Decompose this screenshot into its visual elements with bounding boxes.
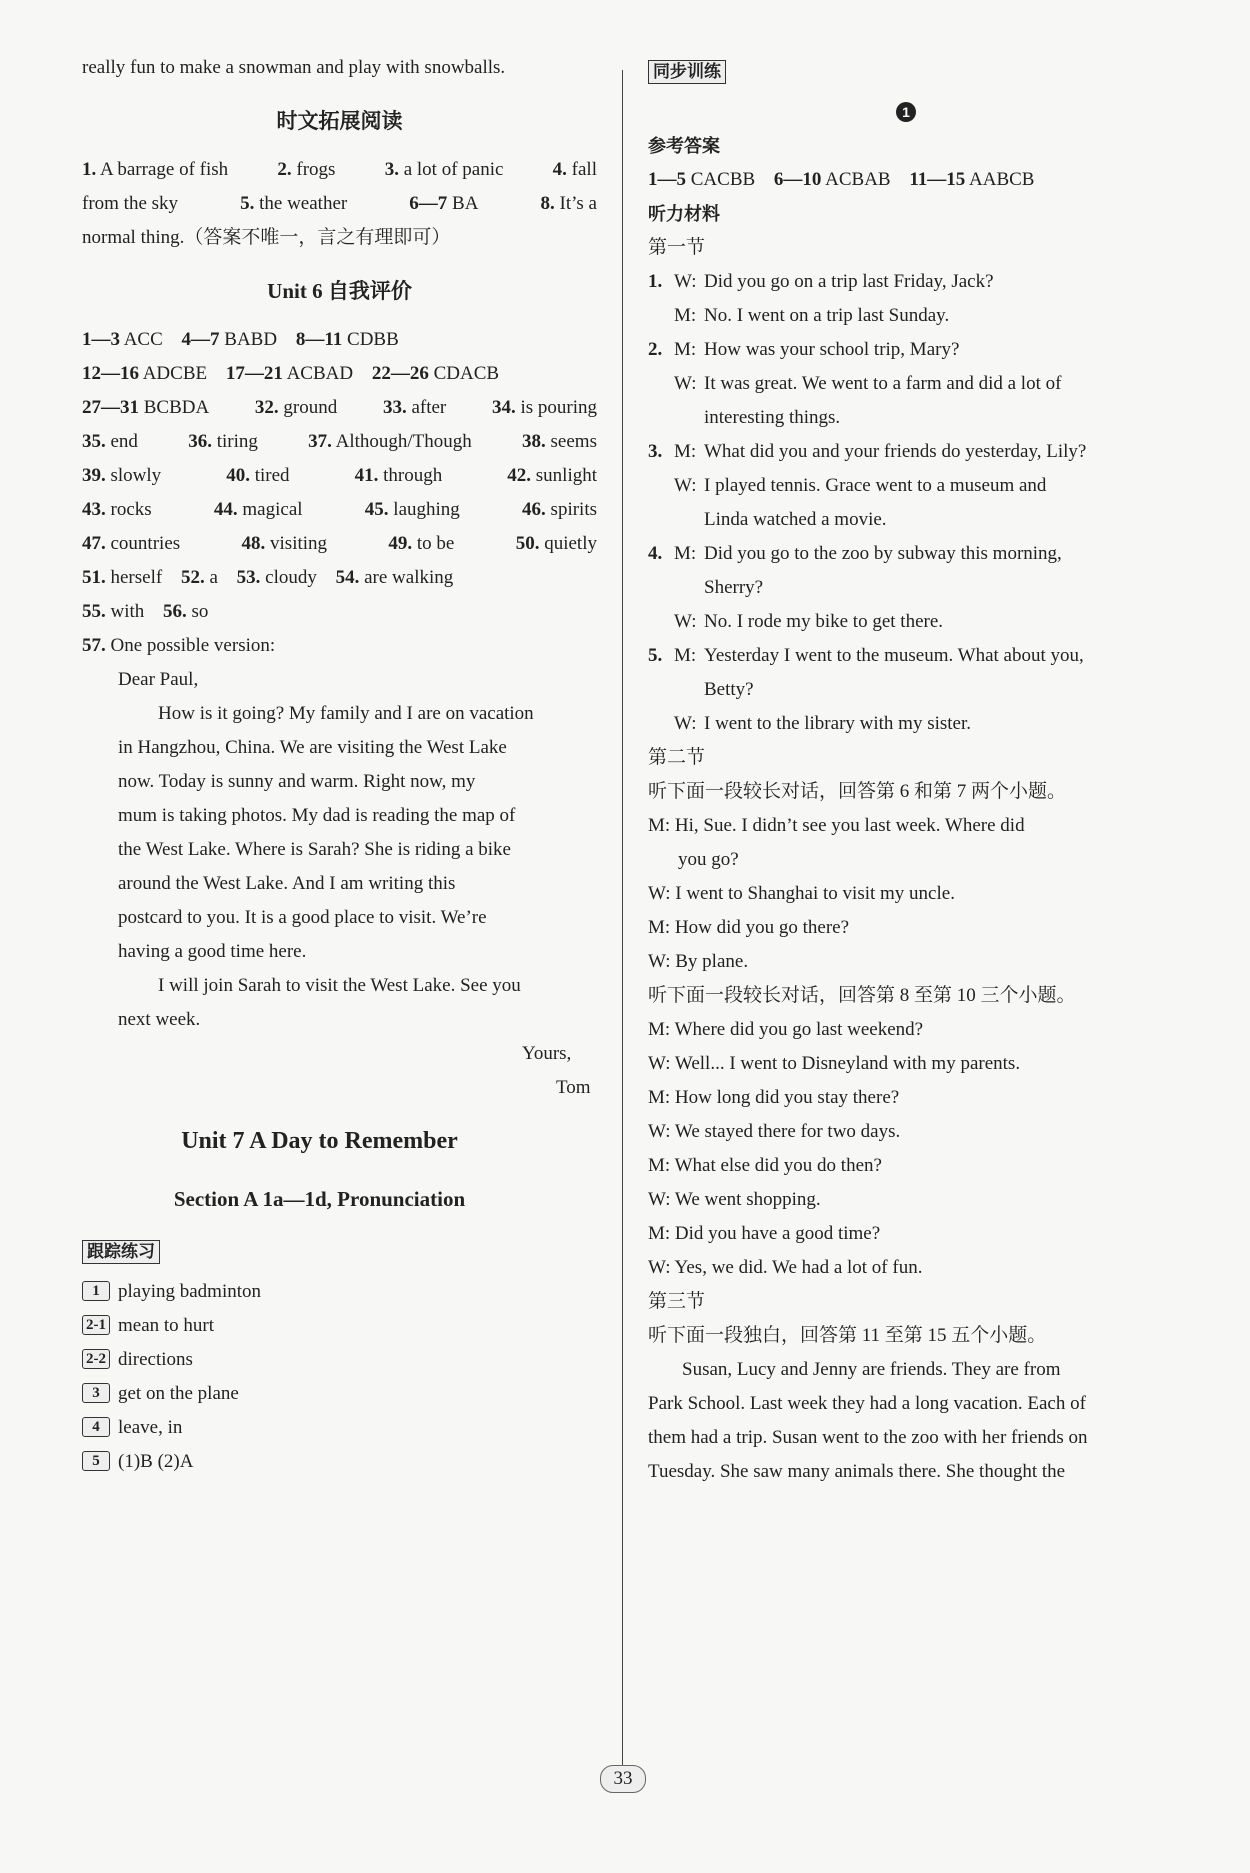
speech: I played tennis. Grace went to a museum and xyxy=(704,475,1047,496)
item-number-box: 1 xyxy=(82,1281,110,1301)
item-number-box: 2-2 xyxy=(82,1349,110,1369)
num: 6—10 xyxy=(773,169,822,190)
answer: rocks xyxy=(110,499,152,520)
answer: so xyxy=(191,601,209,622)
list-item xyxy=(82,1314,214,1338)
letter-sign: Yours, xyxy=(522,1043,572,1064)
num: 32. xyxy=(254,397,279,418)
answer: spirits xyxy=(550,499,597,520)
num: 5. xyxy=(240,193,255,214)
num: 38. xyxy=(522,431,546,452)
answer: fall xyxy=(571,159,597,180)
num: 5. xyxy=(648,645,663,666)
answer: after xyxy=(411,397,447,418)
speaker: W: xyxy=(674,713,697,734)
answer: BA xyxy=(452,193,479,214)
num: 27—31 xyxy=(82,397,139,418)
monologue-line: Tuesday. She saw many animals there. She thought the xyxy=(648,1461,1066,1482)
speaker: M: xyxy=(674,441,697,462)
item-number-box: 2-1 xyxy=(82,1315,110,1335)
dialogue-line: W: I went to Shanghai to visit my uncle. xyxy=(648,883,955,904)
dialogue-line xyxy=(648,304,949,328)
answer: a xyxy=(209,567,218,588)
speaker: W: xyxy=(674,373,697,394)
letter-sign: Tom xyxy=(556,1077,591,1098)
dialogue-line: M: Hi, Sue. I didn’t see you last week. Where did xyxy=(648,815,1025,836)
instruction: 听下面一段较长对话，回答第 6 和第 7 两个小题。 xyxy=(648,781,1067,802)
section-label: 第二节 xyxy=(648,747,706,768)
answer: CACBB xyxy=(690,169,756,190)
speech: Yesterday I went to the museum. What about you, xyxy=(704,645,1084,666)
dialogue-line xyxy=(648,576,763,600)
num: 56. xyxy=(163,601,187,622)
speech: Did you go to the zoo by subway this morning, xyxy=(704,543,1062,564)
num: 4. xyxy=(648,543,663,564)
letter-line: next week. xyxy=(118,1009,201,1030)
num: 53. xyxy=(236,567,261,588)
speech: It was great. We went to a farm and did a lot of xyxy=(704,373,1062,394)
ext-answer-row-3: normal thing.（答案不唯一，言之有理即可） xyxy=(82,227,451,248)
answer-row xyxy=(82,532,597,556)
num: 54. xyxy=(335,567,360,588)
heading-section: Section A 1a—1d, Pronunciation xyxy=(173,1187,466,1211)
num: 57. xyxy=(82,635,106,656)
item-number-box: 3 xyxy=(82,1383,110,1403)
num: 1. xyxy=(648,271,663,292)
num: 3. xyxy=(648,441,663,462)
speech: How was your school trip, Mary? xyxy=(704,339,960,360)
dialogue-line xyxy=(648,372,1061,396)
ext-answer-row-1 xyxy=(82,158,597,182)
dialogue-line xyxy=(648,338,959,362)
monologue-line: Park School. Last week they had a long vacation. Each of xyxy=(648,1393,1086,1414)
num: 1. xyxy=(82,159,97,180)
answer: tired xyxy=(254,465,290,486)
speaker: W: xyxy=(674,611,697,632)
answer: quietly xyxy=(544,533,597,554)
answer-row xyxy=(82,464,597,488)
answer: BABD xyxy=(224,329,278,350)
num: 50. xyxy=(515,533,540,554)
answer: BCBDA xyxy=(143,397,210,418)
dialogue-line: M: Where did you go last weekend? xyxy=(648,1019,924,1040)
heading-unit7: Unit 7 A Day to Remember xyxy=(181,1128,458,1154)
answer: sunlight xyxy=(535,465,597,486)
dialogue-line xyxy=(648,644,1084,668)
answer: are walking xyxy=(364,567,454,588)
dialogue-line xyxy=(648,508,887,532)
dialogue-line xyxy=(648,542,1062,566)
num: 11—15 xyxy=(909,169,966,190)
num: 35. xyxy=(82,431,106,452)
answer-row xyxy=(82,498,597,522)
dialogue-line: M: How long did you stay there? xyxy=(648,1087,900,1108)
num: 47. xyxy=(82,533,106,554)
answer: herself xyxy=(110,567,163,588)
num: 37. xyxy=(308,431,332,452)
num: 43. xyxy=(82,499,106,520)
heading-extended-reading: 时文拓展阅读 xyxy=(276,109,403,133)
letter-line: around the West Lake. And I am writing this xyxy=(118,873,456,894)
num: 42. xyxy=(507,465,532,486)
answer: seems xyxy=(550,431,597,452)
column-divider xyxy=(622,70,623,1770)
speech: What did you and your friends do yesterday, Lily? xyxy=(704,441,1087,462)
answer: CDACB xyxy=(433,363,500,384)
list-item xyxy=(82,1450,193,1474)
speaker: M: xyxy=(674,645,697,666)
num: 4—7 xyxy=(181,329,220,350)
num: 8—11 xyxy=(295,329,343,350)
answer: ground xyxy=(283,397,338,418)
num: 2. xyxy=(648,339,663,360)
q57-row xyxy=(82,634,275,658)
list-item xyxy=(82,1348,193,1372)
text-line: really fun to make a snowman and play with snowballs. xyxy=(82,57,506,78)
answer: leave, in xyxy=(118,1417,183,1438)
answer-row xyxy=(82,566,453,590)
dialogue-line xyxy=(648,440,1086,464)
dialogue-line xyxy=(648,474,1046,498)
list-item xyxy=(82,1280,261,1304)
speech: No. I went on a trip last Sunday. xyxy=(704,305,950,326)
answer: It’s a xyxy=(559,193,597,214)
answer: ACBAD xyxy=(286,363,354,384)
num: 3. xyxy=(384,159,399,180)
num: 8. xyxy=(540,193,555,214)
speaker: W: xyxy=(674,475,697,496)
speaker: M: xyxy=(674,543,697,564)
speech: interesting things. xyxy=(704,407,841,428)
answer: frogs xyxy=(296,159,336,180)
item-number-box: 4 xyxy=(82,1417,110,1437)
answer: is pouring xyxy=(520,397,597,418)
answer: get on the plane xyxy=(118,1383,239,1404)
dialogue-line: W: Yes, we did. We had a lot of fun. xyxy=(648,1257,923,1278)
speaker: M: xyxy=(674,339,697,360)
answer: mean to hurt xyxy=(118,1315,215,1336)
num: 12—16 xyxy=(82,363,139,384)
dialogue-line: M: What else did you do then? xyxy=(648,1155,882,1176)
instruction: 听下面一段较长对话，回答第 8 至第 10 三个小题。 xyxy=(648,985,1076,1006)
answer: magical xyxy=(242,499,303,520)
answer: the weather xyxy=(259,193,348,214)
ext-answer-row-2 xyxy=(82,192,597,216)
item-number-box: 5 xyxy=(82,1451,110,1471)
letter-line: in Hangzhou, China. We are visiting the West Lake xyxy=(118,737,507,758)
num: 51. xyxy=(82,567,106,588)
list-item xyxy=(82,1416,182,1440)
letter-line: postcard to you. It is a good place to visit. We’re xyxy=(118,907,487,928)
answer: slowly xyxy=(110,465,162,486)
dialogue-line xyxy=(648,610,943,634)
answer: from the sky xyxy=(82,193,179,214)
heading-unit6: Unit 6 自我评价 xyxy=(267,279,412,303)
letter-line: having a good time here. xyxy=(118,941,307,962)
dialogue-line xyxy=(648,678,754,702)
dialogue-line: you go? xyxy=(678,849,739,870)
monologue-line: Susan, Lucy and Jenny are friends. They are from xyxy=(682,1359,1061,1380)
answer: (1)B (2)A xyxy=(118,1451,194,1472)
letter-line: mum is taking photos. My dad is reading the map of xyxy=(118,805,516,826)
section-label: 第三节 xyxy=(648,1291,706,1312)
answer: A barrage of fish xyxy=(99,159,229,180)
speech: Sherry? xyxy=(704,577,764,598)
num: 34. xyxy=(491,397,516,418)
dialogue-line: M: How did you go there? xyxy=(648,917,850,938)
section-circle-number: 1 xyxy=(896,102,916,122)
answer: Although/Though xyxy=(335,431,472,452)
speaker: W: xyxy=(674,271,697,292)
list-item xyxy=(82,1382,239,1406)
speech: No. I rode my bike to get there. xyxy=(704,611,944,632)
speech: Did you go on a trip last Friday, Jack? xyxy=(704,271,994,292)
answer-row xyxy=(648,168,1034,192)
answer: to be xyxy=(416,533,455,554)
num: 4. xyxy=(552,159,567,180)
num: 46. xyxy=(522,499,546,520)
speaker: M: xyxy=(674,305,697,326)
answer-row xyxy=(82,396,597,420)
num: 41. xyxy=(354,465,379,486)
letter-line: now. Today is sunny and warm. Right now, my xyxy=(118,771,476,792)
answer: playing badminton xyxy=(118,1281,262,1302)
answer-row xyxy=(82,430,597,454)
answer: laughing xyxy=(393,499,460,520)
tag-sync-training: 同步训练 xyxy=(648,60,726,84)
letter-line: I will join Sarah to visit the West Lake. See you xyxy=(158,975,521,996)
tag-tracking-practice: 跟踪练习 xyxy=(82,1240,160,1264)
answer: CDBB xyxy=(347,329,399,350)
answer: ACBAB xyxy=(825,169,891,190)
num: 22—26 xyxy=(371,363,429,384)
dialogue-line: W: We went shopping. xyxy=(648,1189,821,1210)
num: 6—7 xyxy=(409,193,448,214)
monologue-line: them had a trip. Susan went to the zoo with her friends on xyxy=(648,1427,1088,1448)
num: 2. xyxy=(277,159,292,180)
dialogue-line xyxy=(648,712,971,736)
num: 45. xyxy=(364,499,389,520)
answer: through xyxy=(383,465,443,486)
answer: with xyxy=(110,601,145,622)
num: 1—5 xyxy=(648,169,686,190)
dialogue-line xyxy=(648,406,840,430)
answer-row xyxy=(82,600,208,624)
dialogue-line: M: Did you have a good time? xyxy=(648,1223,881,1244)
answer: a lot of panic xyxy=(403,159,504,180)
answer: tiring xyxy=(216,431,258,452)
answer: visiting xyxy=(270,533,328,554)
answer: end xyxy=(110,431,138,452)
letter-line: How is it going? My family and I are on vacation xyxy=(158,703,534,724)
num: 17—21 xyxy=(225,363,283,384)
speech: Linda watched a movie. xyxy=(704,509,887,530)
answer-row xyxy=(82,362,499,386)
answer: countries xyxy=(110,533,181,554)
instruction: 听下面一段独白，回答第 11 至第 15 五个小题。 xyxy=(648,1325,1047,1346)
answer: AABCB xyxy=(969,169,1035,190)
speech: I went to the library with my sister. xyxy=(704,713,972,734)
speech: Betty? xyxy=(704,679,754,700)
page-number: 33 xyxy=(600,1765,646,1793)
num: 1—3 xyxy=(82,329,120,350)
num: 44. xyxy=(213,499,238,520)
num: 36. xyxy=(188,431,212,452)
num: 48. xyxy=(241,533,266,554)
answer: ADCBE xyxy=(142,363,208,384)
section-label: 第一节 xyxy=(648,237,706,258)
label-listening-material: 听力材料 xyxy=(648,204,720,224)
dialogue-line xyxy=(648,270,994,294)
num: 52. xyxy=(180,567,205,588)
num: 40. xyxy=(226,465,250,486)
num: 39. xyxy=(82,465,106,486)
dialogue-line: W: By plane. xyxy=(648,951,749,972)
num: 49. xyxy=(388,533,413,554)
answer: ACC xyxy=(123,329,163,350)
label-reference-answers: 参考答案 xyxy=(648,136,720,156)
answer: cloudy xyxy=(265,567,317,588)
dialogue-line: W: Well... I went to Disneyland with my parents. xyxy=(648,1053,1021,1074)
text: One possible version: xyxy=(110,635,276,656)
answer: directions xyxy=(118,1349,193,1370)
num: 55. xyxy=(82,601,106,622)
letter-line: Dear Paul, xyxy=(118,669,199,690)
letter-line: the West Lake. Where is Sarah? She is riding a bike xyxy=(118,839,511,860)
num: 33. xyxy=(382,397,407,418)
dialogue-line: W: We stayed there for two days. xyxy=(648,1121,901,1142)
answer-row xyxy=(82,328,399,352)
